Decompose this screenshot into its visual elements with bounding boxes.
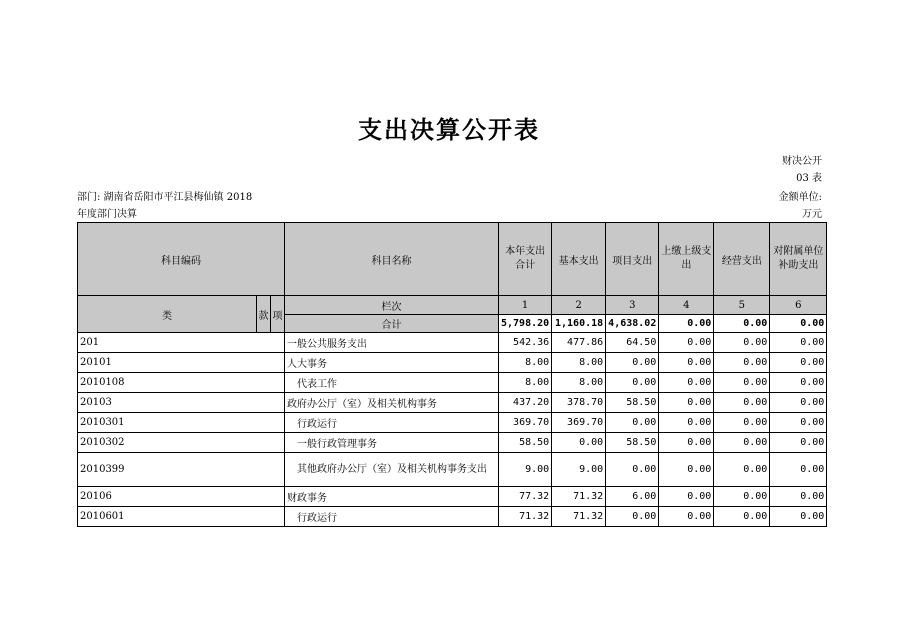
row-v5: 0.00: [714, 487, 770, 507]
col-number-4: 4: [659, 296, 714, 315]
col-number-2: 2: [552, 296, 606, 315]
row-v2: 0.00: [552, 433, 606, 453]
department-line1: 部门: 湖南省岳阳市平江县梅仙镇 2018: [77, 192, 253, 203]
row-v6: 0.00: [770, 333, 827, 353]
row-v1: 71.32: [499, 507, 552, 527]
row-name: 一般公共服务支出: [285, 333, 499, 353]
form-code-line2: 03 表: [796, 173, 822, 184]
row-v1: 9.00: [499, 453, 552, 487]
row-v2: 477.86: [552, 333, 606, 353]
header-col5: 经营支出: [714, 223, 770, 296]
total-v5: 0.00: [714, 315, 770, 333]
row-code: 2010301: [78, 413, 285, 433]
row-v3: 6.00: [606, 487, 659, 507]
row-v6: 0.00: [770, 413, 827, 433]
unit-label: 金额单位:: [778, 192, 822, 203]
row-code: 2010302: [78, 433, 285, 453]
row-v5: 0.00: [714, 333, 770, 353]
row-v2: 8.00: [552, 353, 606, 373]
header-lei: 类: [78, 296, 257, 333]
row-v3: 64.50: [606, 333, 659, 353]
row-v6: 0.00: [770, 487, 827, 507]
table-row: [78, 507, 827, 527]
header-col3: 项目支出: [606, 223, 659, 296]
row-v2: 71.32: [552, 487, 606, 507]
table-row: [78, 333, 827, 353]
expenditure-table: [77, 222, 827, 527]
table-row: [78, 453, 827, 487]
row-v6: 0.00: [770, 353, 827, 373]
row-name: 行政运行: [285, 413, 499, 433]
row-code: 2010399: [78, 453, 285, 487]
row-v2: 71.32: [552, 507, 606, 527]
row-v4: 0.00: [659, 373, 714, 393]
row-v2: 8.00: [552, 373, 606, 393]
column-number-row: [78, 296, 827, 315]
row-v4: 0.00: [659, 453, 714, 487]
row-v6: 0.00: [770, 507, 827, 527]
row-v1: 542.36: [499, 333, 552, 353]
row-name: 一般行政管理事务: [285, 433, 499, 453]
row-v1: 369.70: [499, 413, 552, 433]
total-v1: 5,798.20: [499, 315, 552, 333]
row-code: 2010601: [78, 507, 285, 527]
header-col6: 对附属单位补助支出: [770, 223, 827, 296]
department-line2: 年度部门决算: [77, 209, 137, 220]
row-code: 20101: [78, 353, 285, 373]
row-v6: 0.00: [770, 373, 827, 393]
table-row: [78, 353, 827, 373]
row-v4: 0.00: [659, 413, 714, 433]
header-kuan: 款: [257, 296, 271, 333]
row-v1: 77.32: [499, 487, 552, 507]
row-v5: 0.00: [714, 453, 770, 487]
table-row: [78, 413, 827, 433]
row-name: 政府办公厅（室）及相关机构事务: [285, 393, 499, 413]
row-v1: 58.50: [499, 433, 552, 453]
header-col4: 上缴上级支出: [659, 223, 714, 296]
row-v6: 0.00: [770, 453, 827, 487]
row-name: 其他政府办公厅（室）及相关机构事务支出: [285, 453, 499, 487]
row-code: 20103: [78, 393, 285, 413]
row-v1: 437.20: [499, 393, 552, 413]
col-number-3: 3: [606, 296, 659, 315]
row-v3: 0.00: [606, 413, 659, 433]
form-code-line1: 财决公开: [782, 156, 822, 167]
header-code: 科目编码: [78, 223, 285, 296]
unit-value: 万元: [802, 209, 822, 220]
total-v3: 4,638.02: [606, 315, 659, 333]
header-xiang: 项: [271, 296, 285, 333]
total-label: 合计: [285, 315, 499, 333]
total-v4: 0.00: [659, 315, 714, 333]
table-row: [78, 393, 827, 413]
header-lanci: 栏次: [285, 296, 499, 315]
total-v6: 0.00: [770, 315, 827, 333]
row-v2: 369.70: [552, 413, 606, 433]
row-v3: 0.00: [606, 353, 659, 373]
row-v4: 0.00: [659, 333, 714, 353]
row-name: 行政运行: [285, 507, 499, 527]
row-code: 201: [78, 333, 285, 353]
table-row: [78, 433, 827, 453]
row-v5: 0.00: [714, 373, 770, 393]
row-v5: 0.00: [714, 413, 770, 433]
row-v4: 0.00: [659, 353, 714, 373]
row-v2: 378.70: [552, 393, 606, 413]
table-row: [78, 487, 827, 507]
page-title: 支出决算公开表: [358, 115, 540, 144]
row-code: 20106: [78, 487, 285, 507]
row-v4: 0.00: [659, 433, 714, 453]
row-v1: 8.00: [499, 353, 552, 373]
total-v2: 1,160.18: [552, 315, 606, 333]
row-name: 代表工作: [285, 373, 499, 393]
header-name: 科目名称: [285, 223, 499, 296]
row-v6: 0.00: [770, 433, 827, 453]
header-row: [78, 223, 827, 296]
row-name: 人大事务: [285, 353, 499, 373]
col-number-6: 6: [770, 296, 827, 315]
row-v4: 0.00: [659, 507, 714, 527]
col-number-5: 5: [714, 296, 770, 315]
row-v1: 8.00: [499, 373, 552, 393]
row-v5: 0.00: [714, 393, 770, 413]
row-v4: 0.00: [659, 487, 714, 507]
row-v2: 9.00: [552, 453, 606, 487]
row-v3: 0.00: [606, 507, 659, 527]
header-col2: 基本支出: [552, 223, 606, 296]
row-v3: 0.00: [606, 453, 659, 487]
col-number-1: 1: [499, 296, 552, 315]
row-v5: 0.00: [714, 433, 770, 453]
row-v4: 0.00: [659, 393, 714, 413]
header-col1: 本年支出合计: [499, 223, 552, 296]
row-name: 财政事务: [285, 487, 499, 507]
row-v5: 0.00: [714, 353, 770, 373]
row-v6: 0.00: [770, 393, 827, 413]
row-v3: 0.00: [606, 373, 659, 393]
row-v3: 58.50: [606, 433, 659, 453]
table-row: [78, 373, 827, 393]
row-code: 2010108: [78, 373, 285, 393]
row-v5: 0.00: [714, 507, 770, 527]
row-v3: 58.50: [606, 393, 659, 413]
